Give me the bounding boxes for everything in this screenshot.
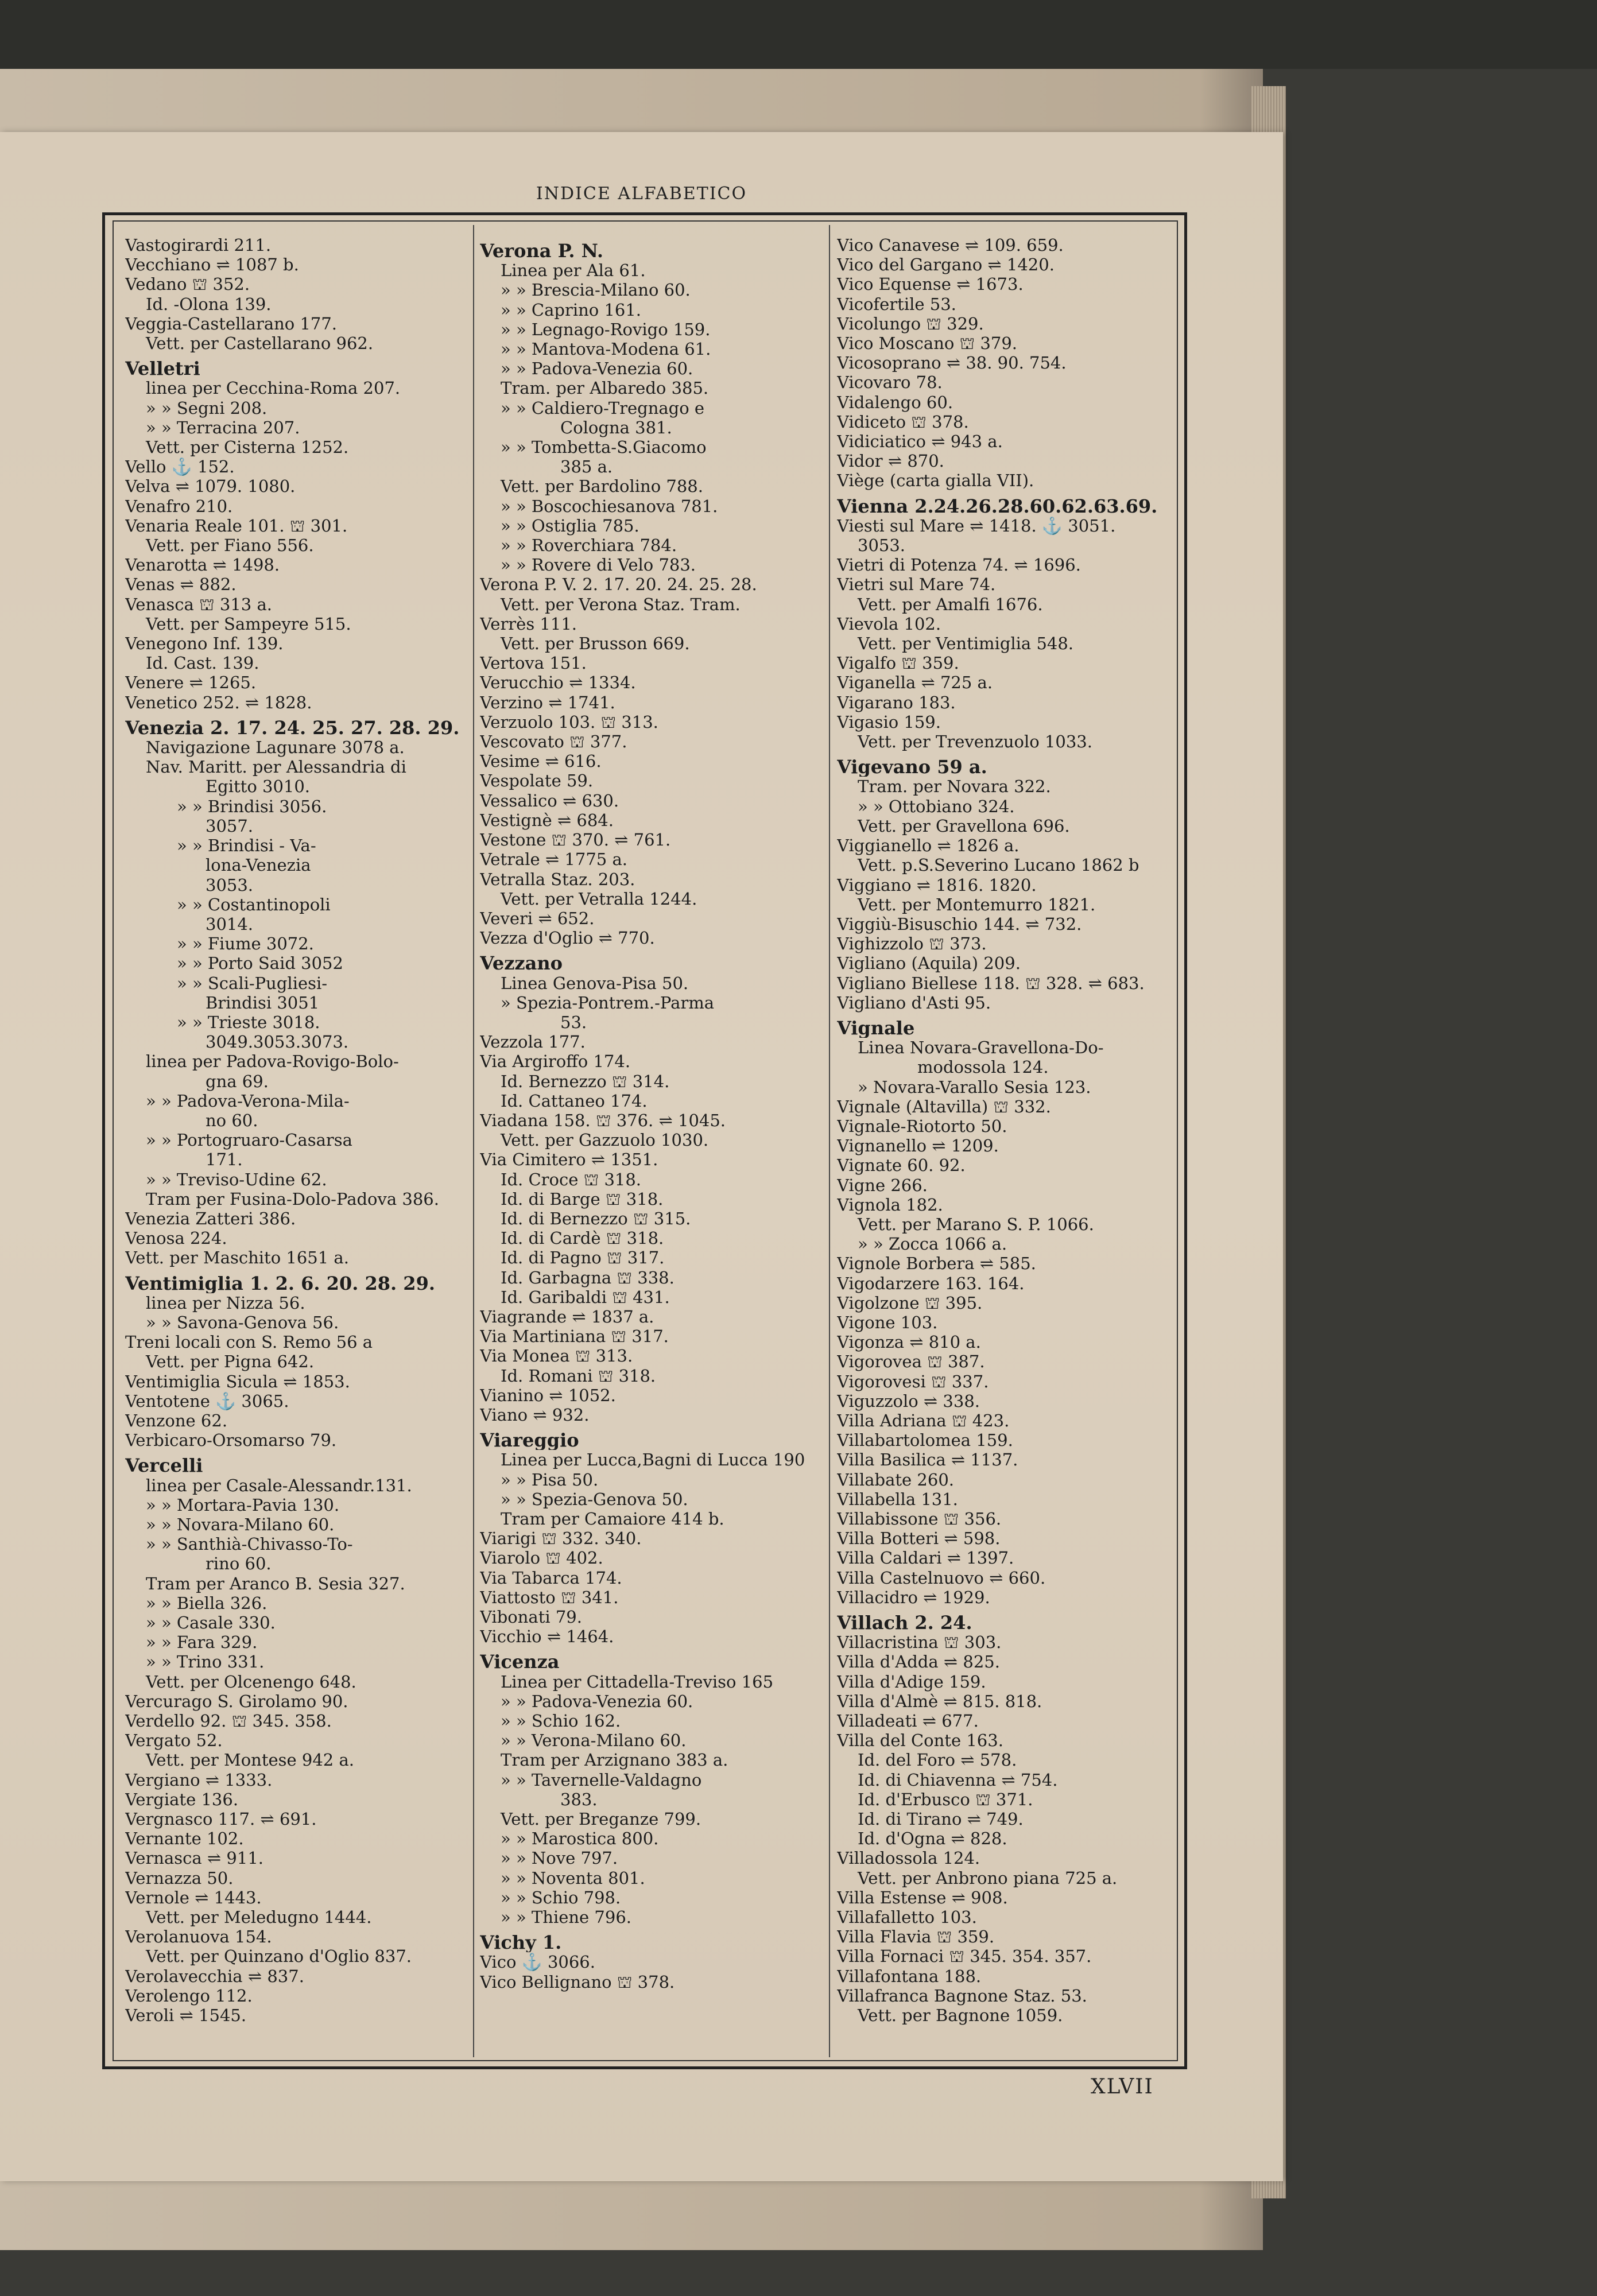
index-entry: Vignola 182. <box>837 1194 943 1215</box>
index-entry: Vigodarzere 163. 164. <box>837 1273 1025 1293</box>
index-entry: Veggia-Castellarano 177. <box>125 313 338 333</box>
index-heading: Vicenza <box>480 1652 560 1672</box>
index-entry: Verrès 111. <box>480 614 577 634</box>
index-entry: Vett. per Gravellona 696. <box>858 816 1070 836</box>
index-entry: Venarotta ⇌ 1498. <box>125 555 280 575</box>
index-entry: Vetralla Staz. 203. <box>480 869 635 889</box>
index-entry: Vigalfo ⛫ 359. <box>837 653 959 673</box>
index-entry: Viesti sul Mare ⇌ 1418. ⚓ 3051. <box>837 515 1116 536</box>
index-entry: Vett. per Verona Staz. Tram. <box>501 594 741 614</box>
index-entry: » » Treviso-Udine 62. <box>146 1169 327 1189</box>
index-entry: » » Verona-Milano 60. <box>501 1731 687 1751</box>
index-entry: » » Savona-Genova 56. <box>146 1312 339 1332</box>
index-entry: Vico Canavese ⇌ 109. 659. <box>837 235 1064 255</box>
index-entry: Vicovaro 78. <box>837 373 943 393</box>
index-entry: Tram per Fusina-Dolo-Padova 386. <box>146 1189 439 1209</box>
index-entry: Viganella ⇌ 725 a. <box>837 673 993 693</box>
index-entry: » » Boscochiesanova 781. <box>501 496 718 516</box>
index-entry: Id. Cattaneo 174. <box>501 1091 648 1111</box>
index-entry: Id. Garibaldi ⛫ 431. <box>501 1287 670 1307</box>
index-entry: » » Portogruaro-Casarsa <box>146 1130 352 1150</box>
index-entry: Id. di Bernezzo ⛫ 315. <box>501 1208 691 1228</box>
index-entry: Vigliano d'Asti 95. <box>837 992 991 1013</box>
index-entry: » » Pisa 50. <box>501 1469 599 1490</box>
index-heading: Venezia 2. 17. 24. 25. 27. 28. 29. <box>125 718 460 738</box>
index-entry: Viggianello ⇌ 1826 a. <box>837 836 1020 856</box>
index-entry: Villabartolomea 159. <box>837 1430 1013 1450</box>
index-entry: Villafranca Bagnone Staz. 53. <box>837 1985 1087 2006</box>
index-entry: » Spezia-Pontrem.-Parma <box>501 992 715 1013</box>
index-entry: Tram. per Albaredo 385. <box>501 378 709 398</box>
index-entry: Vievola 102. <box>837 614 941 634</box>
index-entry: Vett. per Castellarano 962. <box>146 333 374 354</box>
index-entry: Villafontana 188. <box>837 1966 982 1986</box>
index-entry: Viguzzolo ⇌ 338. <box>837 1391 980 1411</box>
index-entry: Vedano ⛫ 352. <box>125 274 250 294</box>
index-entry: Venegono Inf. 139. <box>125 634 284 654</box>
index-entry: » » Padova-Venezia 60. <box>501 1691 693 1711</box>
index-entry: Villadossola 124. <box>837 1848 980 1868</box>
index-entry: » » Caldiero-Tregnago e <box>501 398 705 418</box>
index-entry: Vibonati 79. <box>480 1607 582 1627</box>
index-entry: » » Schio 162. <box>501 1711 621 1731</box>
index-entry: Vetrale ⇌ 1775 a. <box>480 850 627 870</box>
index-entry: » » Tombetta-S.Giacomo <box>501 437 707 457</box>
index-entry: Vigliano (Aquila) 209. <box>837 953 1021 974</box>
index-entry: Vett. per Cisterna 1252. <box>146 437 349 457</box>
index-entry: Vello ⚓ 152. <box>125 457 235 477</box>
index-entry: Vett. per Amalfi 1676. <box>858 594 1043 614</box>
index-entry: Linea per Lucca,Bagni di Lucca 190 <box>501 1450 805 1470</box>
index-heading: Viareggio <box>480 1430 579 1450</box>
index-entry: Via Tabarca 174. <box>480 1568 622 1588</box>
index-entry: Villacidro ⇌ 1929. <box>837 1587 990 1607</box>
index-entry: » » Brindisi 3056. <box>177 796 327 816</box>
index-entry: Venasca ⛫ 313 a. <box>125 594 272 614</box>
index-entry: Id. Romani ⛫ 318. <box>501 1366 656 1386</box>
index-heading: Vignale <box>837 1018 915 1038</box>
backdrop <box>0 0 1597 69</box>
index-entry: Vespolate 59. <box>480 771 594 791</box>
index-entry: Villa Castelnuovo ⇌ 660. <box>837 1568 1046 1588</box>
index-entry: 385 a. <box>560 457 613 477</box>
index-entry: Vett. p.S.Severino Lucano 1862 b <box>858 855 1139 875</box>
index-entry: Verdello 92. ⛫ 345. 358. <box>125 1711 332 1731</box>
index-entry: Villabissone ⛫ 356. <box>837 1509 1002 1529</box>
index-entry: Viattosto ⛫ 341. <box>480 1587 619 1607</box>
index-heading: Velletri <box>125 359 200 379</box>
index-entry: Vesime ⇌ 616. <box>480 751 602 771</box>
index-entry: Villa Fornaci ⛫ 345. 354. 357. <box>837 1946 1092 1967</box>
index-entry: Villa Basilica ⇌ 1137. <box>837 1450 1018 1470</box>
index-entry: » » Trino 331. <box>146 1652 265 1672</box>
index-entry: linea per Casale-Alessandr.131. <box>146 1475 412 1495</box>
index-column-2 <box>480 235 819 2055</box>
index-entry: Vicofertile 53. <box>837 294 956 314</box>
index-entry: Vicolungo ⛫ 329. <box>837 313 984 333</box>
index-entry: Viggiù-Bisuschio 144. ⇌ 732. <box>837 914 1082 934</box>
index-entry: Vertova 151. <box>480 653 587 673</box>
index-entry: Viadana 158. ⛫ 376. ⇌ 1045. <box>480 1110 726 1130</box>
index-entry: Vett. per Montemurro 1821. <box>858 894 1096 914</box>
index-entry: Brindisi 3051 <box>206 992 320 1013</box>
index-entry: Vestone ⛫ 370. ⇌ 761. <box>480 830 671 850</box>
index-entry: Vietri di Potenza 74. ⇌ 1696. <box>837 555 1081 575</box>
index-entry: » » Ottobiano 324. <box>858 796 1015 816</box>
index-entry: Vidiciatico ⇌ 943 a. <box>837 432 1003 452</box>
index-entry: Vett. per Brusson 669. <box>501 634 690 654</box>
index-entry: Vergnasco 117. ⇌ 691. <box>125 1809 317 1829</box>
index-entry: Vico del Gargano ⇌ 1420. <box>837 255 1055 275</box>
index-entry: Vett. per Meledugno 1444. <box>146 1907 372 1927</box>
index-entry: Vessalico ⇌ 630. <box>480 790 619 810</box>
index-entry: Villadeati ⇌ 677. <box>837 1711 979 1731</box>
index-entry: » Novara-Varallo Sesia 123. <box>858 1077 1091 1097</box>
index-entry: Vigne 266. <box>837 1175 928 1195</box>
index-entry: Villacristina ⛫ 303. <box>837 1632 1002 1653</box>
index-entry: Vidor ⇌ 870. <box>837 451 944 471</box>
index-entry: Vett. per Bagnone 1059. <box>858 2006 1063 2026</box>
index-entry: Vernasca ⇌ 911. <box>125 1848 263 1868</box>
index-entry: Venere ⇌ 1265. <box>125 673 257 693</box>
index-entry: Verolengo 112. <box>125 1985 253 2006</box>
index-entry: Viarolo ⛫ 402. <box>480 1548 603 1568</box>
index-entry: » » Nove 797. <box>501 1848 618 1868</box>
index-entry: Id. Garbagna ⛫ 338. <box>501 1267 675 1287</box>
index-entry: Via Monea ⛫ 313. <box>480 1346 633 1366</box>
index-entry: 383. <box>560 1789 598 1809</box>
index-entry: linea per Padova-Rovigo-Bolo- <box>146 1052 399 1072</box>
index-entry: Villa Botteri ⇌ 598. <box>837 1529 1001 1549</box>
index-entry: Vernazza 50. <box>125 1868 234 1888</box>
index-entry: Verzuolo 103. ⛫ 313. <box>480 712 658 732</box>
index-heading: Vezzano <box>480 953 563 974</box>
index-entry: Vescovato ⛫ 377. <box>480 732 627 752</box>
index-heading: Vichy 1. <box>480 1933 562 1953</box>
index-entry: Villa d'Almè ⇌ 815. 818. <box>837 1691 1042 1711</box>
index-entry: Tram per Camaiore 414 b. <box>501 1509 724 1529</box>
index-column-1 <box>125 235 464 2055</box>
index-entry: Viagrande ⇌ 1837 a. <box>480 1306 654 1327</box>
index-entry: Vett. per Gazzuolo 1030. <box>501 1130 709 1150</box>
index-entry: Viège (carta gialla VII). <box>837 471 1034 491</box>
index-entry: Vett. per Montese 942 a. <box>146 1750 354 1770</box>
index-entry: Id. Bernezzo ⛫ 314. <box>501 1071 670 1091</box>
index-entry: Tram per Arzignano 383 a. <box>501 1750 728 1770</box>
index-entry: Vidalengo 60. <box>837 392 953 412</box>
index-entry: Villa Flavia ⛫ 359. <box>837 1927 995 1947</box>
index-entry: » » Roverchiara 784. <box>501 536 677 556</box>
index-entry: » » Brescia-Milano 60. <box>501 280 691 300</box>
index-heading: Vercelli <box>125 1456 203 1476</box>
index-entry: Id. d'Erbusco ⛫ 371. <box>858 1789 1033 1809</box>
index-entry: Vergato 52. <box>125 1731 223 1751</box>
index-entry: Vigolzone ⛫ 395. <box>837 1293 983 1313</box>
index-entry: Ventotene ⚓ 3065. <box>125 1391 289 1411</box>
index-heading: Vigevano 59 a. <box>837 757 987 777</box>
index-entry: » » Casale 330. <box>146 1613 276 1633</box>
index-entry: » » Fara 329. <box>146 1632 258 1653</box>
index-entry: Id. d'Ogna ⇌ 828. <box>858 1829 1007 1849</box>
index-entry: Vergiano ⇌ 1333. <box>125 1770 273 1790</box>
index-entry: » » Costantinopoli <box>177 894 331 914</box>
index-entry: Veroli ⇌ 1545. <box>125 2006 247 2026</box>
index-entry: Vico Equense ⇌ 1673. <box>837 274 1024 294</box>
index-entry: » » Trieste 3018. <box>177 1012 320 1032</box>
index-entry: Vernante 102. <box>125 1829 244 1849</box>
index-entry: Vigorovesi ⛫ 337. <box>837 1371 989 1391</box>
index-entry: Via Argiroffo 174. <box>480 1052 631 1072</box>
index-entry: Vietri sul Mare 74. <box>837 575 996 595</box>
index-entry: Id. Croce ⛫ 318. <box>501 1169 642 1189</box>
index-entry: » » Biella 326. <box>146 1593 268 1613</box>
index-entry: » » Legnago-Rovigo 159. <box>501 319 711 339</box>
index-entry: » » Mortara-Pavia 130. <box>146 1495 340 1515</box>
index-entry: Vignanello ⇌ 1209. <box>837 1136 999 1156</box>
index-entry: Treni locali con S. Remo 56 a <box>125 1332 373 1352</box>
index-entry: Vicosoprano ⇌ 38. 90. 754. <box>837 353 1067 373</box>
index-entry: Egitto 3010. <box>206 777 311 797</box>
index-entry: Id. di Cardè ⛫ 318. <box>501 1228 664 1248</box>
index-entry: Vicchio ⇌ 1464. <box>480 1627 614 1647</box>
index-entry: » » Fiume 3072. <box>177 934 314 954</box>
index-entry: Vignale-Riotorto 50. <box>837 1116 1007 1136</box>
index-entry: Tram per Aranco B. Sesia 327. <box>146 1573 405 1593</box>
index-entry: » » Segni 208. <box>146 398 268 418</box>
index-entry: Vett. per Vetralla 1244. <box>501 889 697 909</box>
index-entry: » » Scali-Pugliesi- <box>177 973 328 993</box>
index-entry: Vezzola 177. <box>480 1032 586 1052</box>
index-entry: Viggiano ⇌ 1816. 1820. <box>837 875 1037 895</box>
index-entry: Vidiceto ⛫ 378. <box>837 412 969 432</box>
index-entry: Linea per Cittadella-Treviso 165 <box>501 1671 774 1692</box>
index-entry: » » Terracina 207. <box>146 417 300 437</box>
index-entry: » » Santhià-Chivasso-To- <box>146 1534 353 1554</box>
index-entry: Vergiate 136. <box>125 1789 239 1809</box>
index-entry: Villa del Conte 163. <box>837 1731 1003 1751</box>
index-entry: Vignale (Altavilla) ⛫ 332. <box>837 1096 1051 1116</box>
index-entry: Vico Moscano ⛫ 379. <box>837 333 1017 354</box>
index-entry: Vigorovea ⛫ 387. <box>837 1352 985 1372</box>
index-entry: Vigarano 183. <box>837 692 956 712</box>
index-entry: Id. del Foro ⇌ 578. <box>858 1750 1017 1770</box>
index-entry: Vett. per Maschito 1651 a. <box>125 1248 349 1268</box>
index-entry: Venetico 252. ⇌ 1828. <box>125 692 312 712</box>
index-entry: Via Cimitero ⇌ 1351. <box>480 1150 658 1170</box>
index-entry: Villa Caldari ⇌ 1397. <box>837 1548 1014 1568</box>
index-entry: 171. <box>206 1150 243 1170</box>
index-entry: Ventimiglia Sicula ⇌ 1853. <box>125 1371 350 1391</box>
index-entry: Viano ⇌ 932. <box>480 1405 590 1425</box>
index-entry: Id. di Chiavenna ⇌ 754. <box>858 1770 1058 1790</box>
index-entry: Id. di Pagno ⛫ 317. <box>501 1248 665 1268</box>
index-entry: Viarigi ⛫ 332. 340. <box>480 1529 642 1549</box>
index-entry: Vett. per Fiano 556. <box>146 536 314 556</box>
index-entry: Verona P. V. 2. 17. 20. 24. 25. 28. <box>480 575 757 595</box>
index-entry: Vercurago S. Girolamo 90. <box>125 1691 348 1711</box>
index-entry: Verzino ⇌ 1741. <box>480 692 615 712</box>
index-entry: 53. <box>560 1012 587 1032</box>
index-entry: 3053. <box>206 875 254 895</box>
index-entry: Vernole ⇌ 1443. <box>125 1887 262 1907</box>
column-divider <box>473 225 474 2057</box>
index-entry: » » Noventa 801. <box>501 1868 645 1888</box>
index-entry: lona-Venezia <box>206 855 311 875</box>
index-entry: Vett. per Anbrono piana 725 a. <box>858 1868 1118 1888</box>
index-entry: Vigliano Biellese 118. ⛫ 328. ⇌ 683. <box>837 973 1145 993</box>
index-heading: Ventimiglia 1. 2. 6. 20. 28. 29. <box>125 1273 435 1293</box>
index-column-3 <box>837 235 1176 2055</box>
index-entry: Id. Cast. 139. <box>146 653 259 673</box>
index-entry: Vico Bellignano ⛫ 378. <box>480 1972 675 1992</box>
index-entry: » » Rovere di Velo 783. <box>501 555 696 575</box>
index-entry: Vestignè ⇌ 684. <box>480 810 614 830</box>
index-entry: Vignate 60. 92. <box>837 1155 966 1176</box>
index-entry: » » Porto Said 3052 <box>177 953 343 974</box>
index-heading: Villach 2. 24. <box>837 1613 972 1633</box>
index-entry: Vett. per Olcenengo 648. <box>146 1671 356 1692</box>
index-entry: Vignole Borbera ⇌ 585. <box>837 1254 1036 1274</box>
column-divider <box>829 225 830 2057</box>
index-entry: » » Thiene 796. <box>501 1907 632 1927</box>
index-entry: » » Schio 798. <box>501 1887 621 1907</box>
index-entry: Vett. per Breganze 799. <box>501 1809 701 1829</box>
index-entry: Via Martiniana ⛫ 317. <box>480 1327 669 1347</box>
index-entry: 3014. <box>206 914 254 934</box>
index-entry: Tram. per Novara 322. <box>858 777 1051 797</box>
index-entry: modossola 124. <box>917 1057 1049 1077</box>
index-entry: Villafalletto 103. <box>837 1907 977 1927</box>
index-entry: Villabate 260. <box>837 1469 955 1490</box>
index-entry: Vett. per Sampeyre 515. <box>146 614 351 634</box>
index-heading: Verona P. N. <box>480 241 603 261</box>
index-entry: Venaria Reale 101. ⛫ 301. <box>125 515 348 536</box>
index-entry: Id. di Barge ⛫ 318. <box>501 1189 664 1209</box>
index-entry: Id. -Olona 139. <box>146 294 272 314</box>
index-entry: linea per Cecchina-Roma 207. <box>146 378 401 398</box>
index-entry: Venezia Zatteri 386. <box>125 1208 296 1228</box>
index-entry: rino 60. <box>206 1554 272 1574</box>
index-entry: Vecchiano ⇌ 1087 b. <box>125 255 299 275</box>
index-entry: Vezza d'Oglio ⇌ 770. <box>480 928 655 948</box>
index-entry: Verolanuova 154. <box>125 1927 272 1947</box>
index-entry: Veveri ⇌ 652. <box>480 908 595 928</box>
index-entry: Vett. per Ventimiglia 548. <box>858 634 1074 654</box>
index-entry: Verbicaro-Orsomarso 79. <box>125 1430 337 1450</box>
index-entry: Vett. per Marano S. P. 1066. <box>858 1214 1094 1234</box>
index-entry: Venosa 224. <box>125 1228 227 1248</box>
index-entry: 3057. <box>206 816 254 836</box>
page-header: INDICE ALFABETICO <box>536 184 747 204</box>
index-entry: Vett. per Bardolino 788. <box>501 476 703 497</box>
index-entry: Villa Estense ⇌ 908. <box>837 1887 1008 1907</box>
index-entry: » » Ostiglia 785. <box>501 515 639 536</box>
index-entry: Id. di Tirano ⇌ 749. <box>858 1809 1024 1829</box>
index-entry: Linea Genova-Pisa 50. <box>501 973 689 993</box>
index-entry: Linea Novara-Gravellona-Do- <box>858 1038 1104 1058</box>
index-entry: Villa d'Adige 159. <box>837 1671 986 1692</box>
index-entry: » » Tavernelle-Valdagno <box>501 1770 702 1790</box>
index-heading: Vienna 2.24.26.28.60.62.63.69. <box>837 496 1158 516</box>
index-entry: » » Marostica 800. <box>501 1829 659 1849</box>
index-entry: Vighizzolo ⛫ 373. <box>837 934 987 954</box>
index-entry: » » Brindisi - Va- <box>177 836 316 856</box>
index-entry: no 60. <box>206 1110 258 1130</box>
index-entry: Cologna 381. <box>560 417 672 437</box>
index-entry: 3049.3053.3073. <box>206 1032 349 1052</box>
index-entry: Vigasio 159. <box>837 712 941 732</box>
index-entry: Villa Adriana ⛫ 423. <box>837 1410 1010 1430</box>
index-entry: Venzone 62. <box>125 1410 228 1430</box>
index-entry: Venafro 210. <box>125 496 233 516</box>
index-entry: Villa d'Adda ⇌ 825. <box>837 1652 1000 1672</box>
index-entry: Vigonza ⇌ 810 a. <box>837 1332 981 1352</box>
index-entry: » » Novara-Milano 60. <box>146 1515 335 1534</box>
index-entry: linea per Nizza 56. <box>146 1293 305 1313</box>
index-entry: Vianino ⇌ 1052. <box>480 1385 616 1405</box>
index-entry: Vastogirardi 211. <box>125 235 272 255</box>
index-entry: » » Padova-Venezia 60. <box>501 359 693 379</box>
index-entry: Vigone 103. <box>837 1312 938 1332</box>
index-entry: Vett. per Pigna 642. <box>146 1352 315 1372</box>
index-entry: » » Spezia-Genova 50. <box>501 1489 688 1509</box>
index-entry: Venas ⇌ 882. <box>125 575 237 595</box>
index-entry: Linea per Ala 61. <box>501 261 646 281</box>
index-entry: Verucchio ⇌ 1334. <box>480 673 636 693</box>
index-entry: Villabella 131. <box>837 1489 958 1509</box>
index-entry: » » Mantova-Modena 61. <box>501 339 711 359</box>
index-entry: Velva ⇌ 1079. 1080. <box>125 476 296 497</box>
index-entry: Navigazione Lagunare 3078 a. <box>146 738 405 758</box>
index-entry: 3053. <box>858 536 906 556</box>
index-entry: Verolavecchia ⇌ 837. <box>125 1966 304 1986</box>
index-entry: Vett. per Quinzano d'Oglio 837. <box>146 1946 412 1967</box>
index-entry: » » Caprino 161. <box>501 300 642 320</box>
index-entry: » » Padova-Verona-Mila- <box>146 1091 350 1111</box>
index-entry: » » Zocca 1066 a. <box>858 1234 1007 1254</box>
index-entry: Vett. per Trevenzuolo 1033. <box>858 732 1092 752</box>
index-entry: Vico ⚓ 3066. <box>480 1952 595 1972</box>
page-number: XLVII <box>1091 2075 1154 2099</box>
index-entry: Nav. Maritt. per Alessandria di <box>146 757 406 777</box>
index-entry: gna 69. <box>206 1071 269 1091</box>
